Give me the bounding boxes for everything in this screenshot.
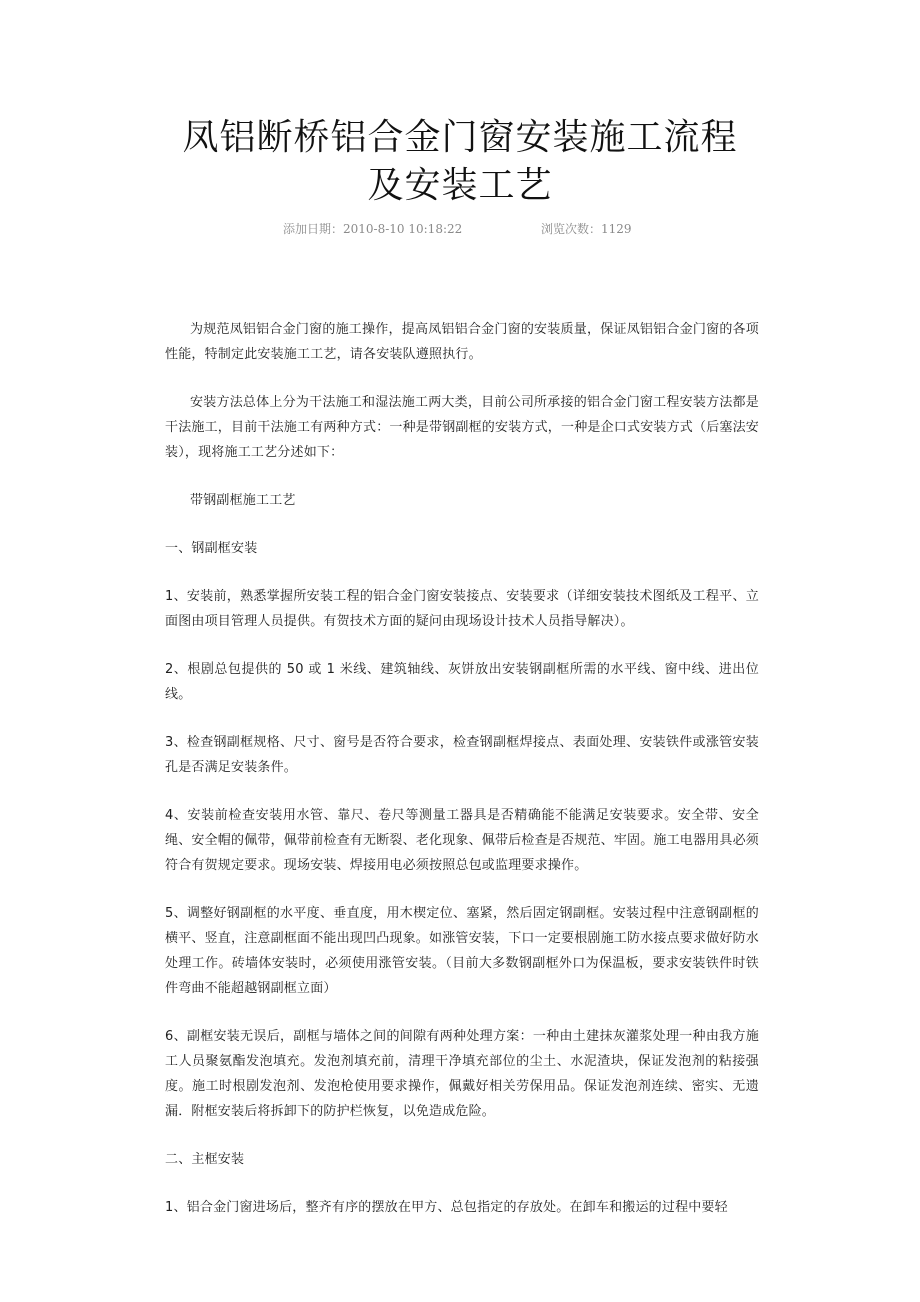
step-paragraph: 3、检查钢副框规格、尺寸、窗号是否符合要求，检查钢副框焊接点、表面处理、安装铁件或涨管安装孔是否满足安装条件。 [165,735,759,775]
step-paragraph: 5、调整好钢副框的水平度、垂直度，用木楔定位、塞紧，然后固定钢副框。安装过程中注意钢副框的横平、竖直，注意副框面不能出现凹凸现象。如涨管安装，下口一定要根剧施工防水接点要求做好防水处理工作。砖墙体安装时，必须使用涨管安装。（目前大多数钢副框外口为保温板，要求安装铁件时铁件弯曲不能超越钢副框立面） [165,906,760,996]
section-heading-subframe-install: 一、钢副框安装 [165,541,258,556]
intro-paragraph: 为规范凤铝铝合金门窗的施工操作，提高凤铝铝合金门窗的安装质量，保证凤铝铝合金门窗的各项性能，特制定此安装施工工艺，请各安装队遵照执行。 [165,322,759,362]
section-heading-main-frame-install: 二、主框安装 [165,1152,245,1167]
step-paragraph: 2、根剧总包提供的 50 或 1 米线、建筑轴线、灰饼放出安装钢副框所需的水平线、窗中线、进出位线。 [165,662,759,702]
document-title-line-1: 凤铝断桥铝合金门窗安装施工流程 [182,117,738,158]
step-paragraph: 6、副框安装无误后，副框与墙体之间的间隙有两种处理方案：一种由土建抹灰灌浆处理一种由我方施工人员聚氨酯发泡填充。发泡剂填充前，清理干净填充部位的尘土、水泥渣块，保证发泡剂的粘接强度。施工时根剧发泡剂、发泡枪使用要求操作，佩戴好相关劳保用品。保证发泡剂连续、密实、无遗漏．附框安装后将拆卸下的防护栏恢复，以免造成危险。 [165,1029,759,1119]
article-body [165,317,759,1243]
document-title-line-2: 及安装工艺 [367,165,553,206]
section-title-steel-subframe: 带钢副框施工工艺 [190,493,296,508]
step-paragraph: 1、安装前，熟悉掌握所安装工程的铝合金门窗安装接点、安装要求（详细安装技术图纸及工程平、立面图由项目管理人员提供。有贺技术方面的疑问由现场设计技术人员指导解决）。 [165,589,759,629]
article-meta [0,220,920,238]
step-paragraph: 4、安装前检查安装用水管、靠尺、卷尺等测量工器具是否精确能不能满足安装要求。安全带、安全绳、安全帽的佩带，佩带前检查有无断裂、老化现象、佩带后检查是否规范、牢固。施工电器用具必须符合有贺规定要求。现场安装、焊接用电必须按照总包或监理要求操作。 [165,808,760,873]
method-paragraph: 安装方法总体上分为干法施工和湿法施工两大类，目前公司所承接的铝合金门窗工程安装方法都是干法施工，目前干法施工有两种方式：一种是带钢副框的安装方式，一种是企口式安装方式（后塞法安装），现将施工工艺分述如下： [165,395,760,460]
step-paragraph: 1、铝合金门窗进场后，整齐有序的摆放在甲方、总包指定的存放处。在卸车和搬运的过程中要轻 [165,1200,728,1215]
view-count: 浏览次数：1129 [541,222,632,236]
publish-date: 添加日期：2010-8-10 10:18:22 [283,222,463,236]
